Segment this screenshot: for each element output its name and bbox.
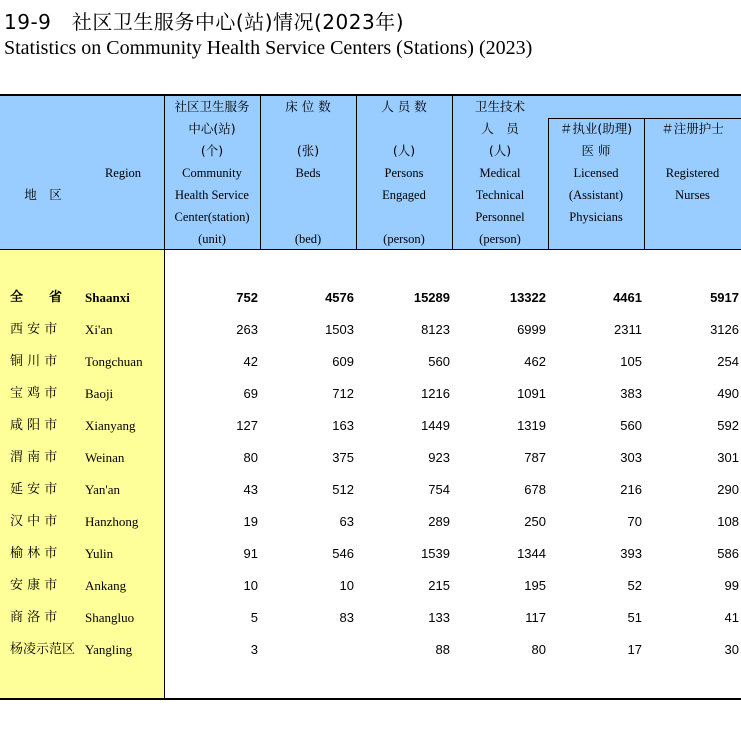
table-row <box>0 442 741 474</box>
region-name-cn: 延 安 市 <box>10 482 58 497</box>
value-cell: 80 <box>531 642 546 657</box>
value-cell: 375 <box>332 450 354 465</box>
value-cell: 105 <box>620 354 642 369</box>
value-cell: 4576 <box>325 290 354 305</box>
value-cell: 383 <box>620 386 642 401</box>
value-cell: 99 <box>724 578 739 593</box>
table-row <box>0 378 741 410</box>
region-name-cn: 汉 中 市 <box>10 514 58 529</box>
value-cell: 1091 <box>517 386 546 401</box>
value-cell: 546 <box>332 546 354 561</box>
value-cell: 490 <box>717 386 739 401</box>
region-name-cn: 全 省 <box>10 290 63 305</box>
region-name-en: Xianyang <box>85 418 136 433</box>
value-cell: 13322 <box>509 290 546 305</box>
region-name-en: Baoji <box>85 386 114 401</box>
value-cell: 1319 <box>517 418 546 433</box>
page-title-en: Statistics on Community Health Service Centers (Stations) (2023) <box>4 37 533 59</box>
value-cell: 15289 <box>413 290 450 305</box>
value-cell: 70 <box>627 514 642 529</box>
value-cell: 127 <box>236 418 258 433</box>
value-cell: 43 <box>243 482 258 497</box>
value-cell: 6999 <box>517 322 546 337</box>
value-cell: 592 <box>717 418 739 433</box>
table-row <box>0 538 741 570</box>
region-name-en: Shangluo <box>85 610 135 625</box>
value-cell: 133 <box>428 610 450 625</box>
table-row <box>0 314 741 346</box>
value-cell: 290 <box>717 482 739 497</box>
value-cell: 560 <box>428 354 450 369</box>
value-cell: 1449 <box>421 418 450 433</box>
value-cell: 250 <box>524 514 546 529</box>
region-name-cn: 安 康 市 <box>10 578 58 593</box>
value-cell: 3 <box>250 642 258 657</box>
value-cell: 216 <box>620 482 642 497</box>
value-cell: 5917 <box>710 290 739 305</box>
value-cell: 923 <box>428 450 450 465</box>
value-cell: 80 <box>243 450 258 465</box>
value-cell: 393 <box>620 546 642 561</box>
value-cell: 512 <box>332 482 354 497</box>
value-cell: 301 <box>717 450 739 465</box>
table-row <box>0 506 741 538</box>
table-row <box>0 346 741 378</box>
value-cell: 10 <box>243 578 258 593</box>
value-cell: 19 <box>243 514 258 529</box>
value-cell: 10 <box>339 578 354 593</box>
region-name-en: Tongchuan <box>85 354 143 369</box>
value-cell: 30 <box>724 642 739 657</box>
header-region-en: Region <box>104 166 142 180</box>
region-name-en: Yan'an <box>85 482 120 497</box>
region-name-cn: 渭 南 市 <box>10 450 58 465</box>
value-cell: 462 <box>524 354 546 369</box>
region-name-cn: 宝 鸡 市 <box>10 386 58 401</box>
region-name-en: Yangling <box>85 642 133 657</box>
table-row <box>0 474 741 506</box>
value-cell: 195 <box>524 578 546 593</box>
value-cell: 289 <box>428 514 450 529</box>
value-cell: 752 <box>236 290 258 305</box>
value-cell: 83 <box>339 610 354 625</box>
header-physicians: ＃执业(助理) 医 师 Licensed (Assistant) Physicians <box>559 121 633 224</box>
value-cell: 3126 <box>710 322 739 337</box>
region-name-cn: 榆 林 市 <box>10 546 58 561</box>
page-title-cn: 19-9 社区卫生服务中心(站)情况(2023年) <box>4 10 404 34</box>
value-cell: 4461 <box>613 290 642 305</box>
value-cell: 69 <box>243 386 258 401</box>
value-cell: 108 <box>717 514 739 529</box>
value-cell: 754 <box>428 482 450 497</box>
header-medical-personnel: 卫生技术 人 员 (人) Medical Technical Personnel (person) <box>474 99 525 246</box>
header-nurses: ＃注册护士 Registered Nurses <box>661 121 724 202</box>
value-cell: 52 <box>627 578 642 593</box>
statistics-table <box>0 94 741 700</box>
value-cell: 254 <box>717 354 739 369</box>
value-cell: 2311 <box>614 322 642 337</box>
header-persons-engaged: 人 员 数 (人) Persons Engaged (person) <box>381 99 427 246</box>
value-cell: 1503 <box>325 322 354 337</box>
value-cell: 263 <box>236 322 258 337</box>
value-cell: 17 <box>627 642 642 657</box>
region-name-en: Xi'an <box>85 322 113 337</box>
value-cell: 678 <box>524 482 546 497</box>
value-cell: 1216 <box>421 386 450 401</box>
value-cell: 51 <box>627 610 642 625</box>
region-name-en: Weinan <box>85 450 125 465</box>
value-cell: 5 <box>250 610 258 625</box>
value-cell: 41 <box>724 610 739 625</box>
value-cell: 609 <box>332 354 354 369</box>
value-cell: 63 <box>339 514 354 529</box>
region-name-en: Yulin <box>85 546 114 561</box>
region-name-en: Hanzhong <box>85 514 139 529</box>
table-row <box>0 410 741 442</box>
region-name-cn: 咸 阳 市 <box>10 418 58 433</box>
region-name-cn: 商 洛 市 <box>10 610 58 625</box>
value-cell: 91 <box>243 546 258 561</box>
value-cell: 787 <box>524 450 546 465</box>
value-cell: 712 <box>332 386 354 401</box>
table-row <box>0 570 741 602</box>
value-cell: 8123 <box>421 322 450 337</box>
value-cell: 215 <box>428 578 450 593</box>
value-cell: 560 <box>620 418 642 433</box>
total-row <box>0 282 741 314</box>
region-name-cn: 铜 川 市 <box>10 354 58 369</box>
value-cell: 586 <box>717 546 739 561</box>
table-row <box>0 602 741 634</box>
value-cell: 163 <box>332 418 354 433</box>
value-cell: 1344 <box>517 546 546 561</box>
header-centers: 社区卫生服务 中心(站) (个) Community Health Service Center(station) (unit) <box>174 99 250 246</box>
region-name-cn: 西 安 市 <box>10 322 58 337</box>
table-row <box>0 634 741 666</box>
value-cell: 42 <box>243 354 258 369</box>
region-name-en: Shaanxi <box>85 290 130 305</box>
table-bottom-rule <box>0 698 741 700</box>
header-beds: 床 位 数 (张) Beds (bed) <box>285 99 331 246</box>
value-cell: 1539 <box>421 546 450 561</box>
value-cell: 303 <box>620 450 642 465</box>
value-cell: 117 <box>525 610 546 625</box>
region-name-en: Ankang <box>85 578 127 593</box>
value-cell: 88 <box>435 642 450 657</box>
region-name-cn: 杨凌示范区 <box>10 642 76 657</box>
header-region-cn: 地 区 <box>24 187 62 202</box>
